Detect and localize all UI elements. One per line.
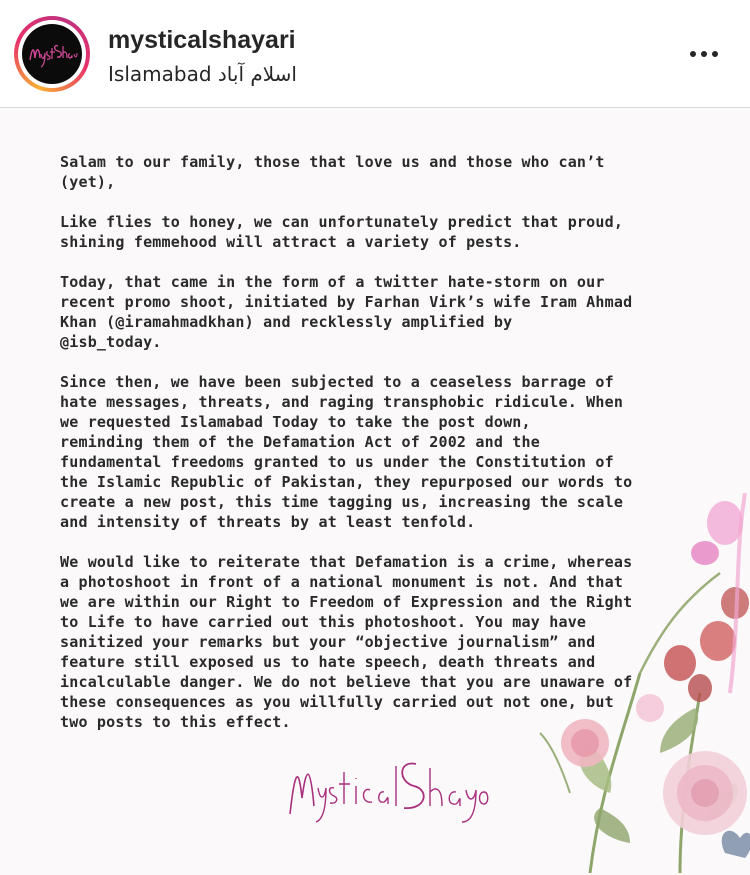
post-header: [0, 0, 750, 108]
post-image[interactable]: [0, 108, 750, 875]
more-horizontal-icon: [690, 51, 696, 57]
avatar-logo: [22, 24, 82, 84]
letter-paragraph-4: Since then, we have been subjected to a ceaseless barrage of hate messages, threats, and raging transphobic ridicule. When we requested Islamabad Today to take the post down, reminding them of the Defamation Act of 2002 and the fundamental freedoms granted to us under the Constitution of the Islamic Republic of Pakistan, they repurposed our words to create a new post, this time tagging us, increasing the scale and intensity of threats by at least tenfold.: [60, 373, 633, 531]
avatar-story-ring[interactable]: [14, 16, 90, 92]
signature: [284, 748, 494, 828]
letter-paragraph-1: Salam to our family, those that love us and those who can’t (yet),: [60, 153, 605, 191]
more-options-button[interactable]: [682, 40, 726, 68]
letter-paragraph-2: Like flies to honey, we can unfortunately predict that proud, shining femmehood will attract a variety of pests.: [60, 213, 624, 251]
letter-paragraph-5: We would like to reiterate that Defamation is a crime, whereas a photoshoot in front of a national monument is not. And that we are within our Right to Freedom of Expression and the Right to Life to have carried out this photoshoot. You may have sanitized your remarks but your “objective journalism” and feature still exposed us to hate speech, death threats and incalculable danger. We do not believe that you are unaware of these consequences as you willfully carried out not one, but two posts to this effect.: [60, 553, 633, 731]
username[interactable]: mysticalshayari: [108, 26, 296, 54]
location-link[interactable]: Islamabad اسلام آباد: [108, 62, 297, 86]
avatar[interactable]: [22, 24, 82, 84]
letter-text: [60, 152, 700, 752]
letter-paragraph-3: Today, that came in the form of a twitter hate-storm on our recent promo shoot, initiated by Farhan Virk’s wife Iram Ahmad Khan (@iramahmadkhan) and recklessly amplified by @isb_today.: [60, 273, 633, 351]
